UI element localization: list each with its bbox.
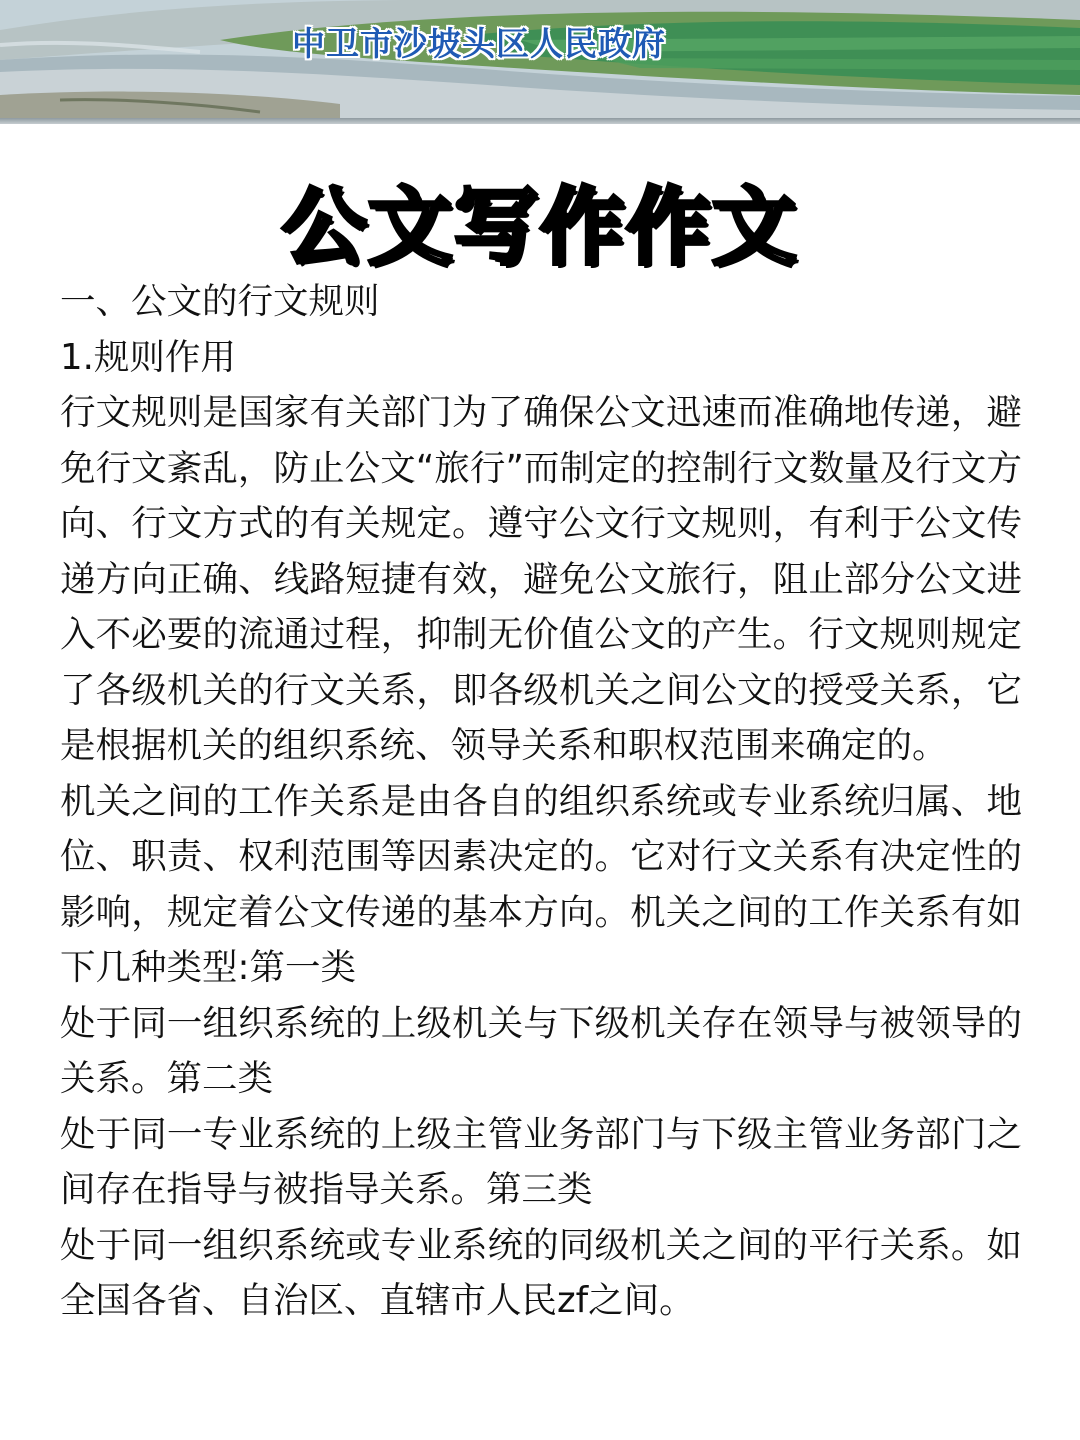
header-banner [0,0,1080,124]
banner-title: 中卫市沙坡头区人民政府 [292,24,666,63]
body-paragraph: 处于同一组织系统的上级机关与下级机关存在领导与被领导的关系。第二类 [60,1002,1022,1099]
body-paragraph: 行文规则是国家有关部门为了确保公文迅速而准确地传递，避免行文紊乱，防止公文“旅行”而制定的控制行文数量及行文方向、行文方式的有关规定。遵守公文行文规则，有利于公文传递方向正确、线路短捷有效，避免公文旅行，阻止部分公文进入不必要的流通过程，抑制无价值公文的产生。行文规则规定了各级机关的行文关系，即各级机关之间公文的授受关系，它是根据机关的组织系统、领导关系和职权范围来确定的。 [60,392,1022,766]
document-body [60,274,1022,1329]
body-paragraph: 处于同一专业系统的上级主管业务部门与下级主管业务部门之间存在指导与被指导关系。第三类 [60,1113,1022,1210]
subsection-heading: 1.规则作用 [60,336,236,378]
body-paragraph: 处于同一组织系统或专业系统的同级机关之间的平行关系。如全国各省、自治区、直辖市人民zf之间。 [60,1224,1022,1321]
section-heading: 一、公文的行文规则 [60,281,380,322]
body-paragraph: 机关之间的工作关系是由各自的组织系统或专业系统归属、地位、职责、权利范围等因素决定的。它对行文关系有决定性的影响，规定着公文传递的基本方向。机关之间的工作关系有如下几种类型:第一类 [60,780,1022,988]
banner-divider [0,118,1080,124]
document-title: 公文写作作文 [281,178,798,276]
